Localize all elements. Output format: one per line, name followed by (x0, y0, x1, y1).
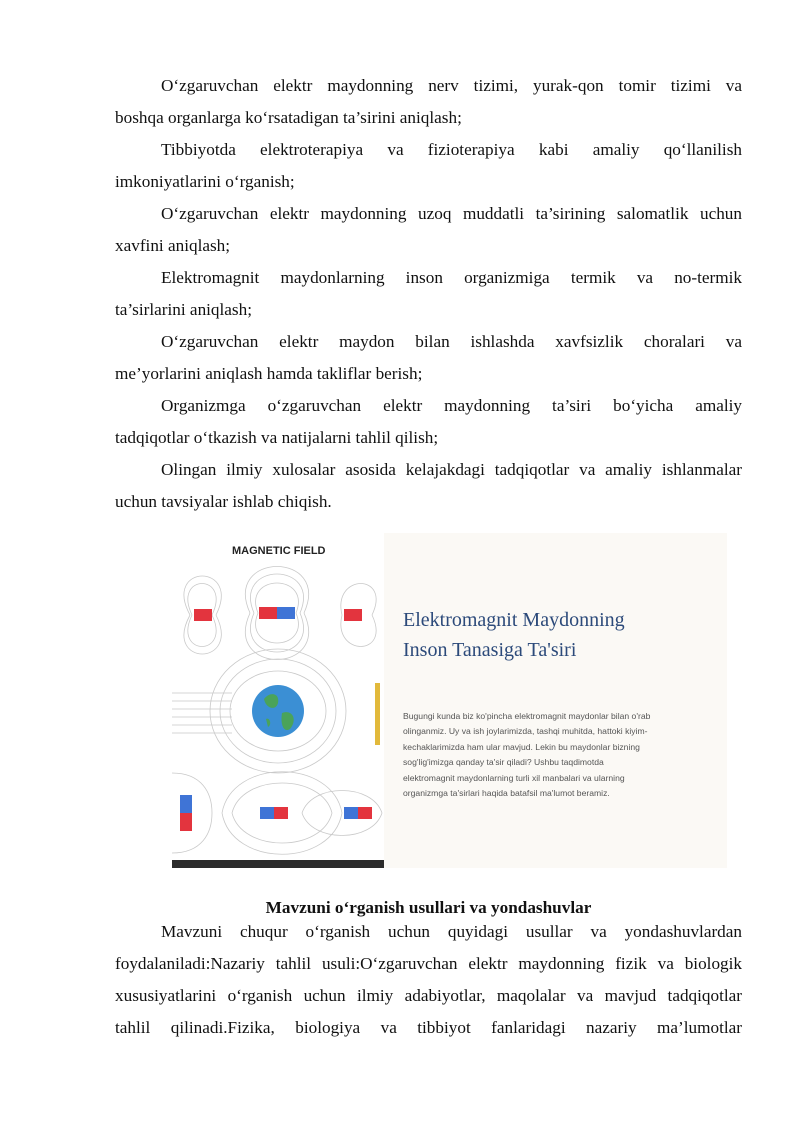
magnet-diagrams-svg (172, 533, 384, 860)
paragraph (115, 916, 742, 1044)
figure-body-line: organizmga ta'sirlari haqida batafsil ma'lumot beramiz. (403, 788, 610, 799)
line: Olingan ilmiy xulosalar asosida kelajakdagi tadqiqotlar va amaliy ishlanmalar (161, 460, 742, 479)
objective-item (115, 134, 742, 198)
line: ta’sirlarini aniqlash; (115, 300, 252, 319)
line: imkoniyatlarini o‘rganish; (115, 172, 295, 191)
figure-body-line: kechaklarimizda ham ular mavjud. Lekin bu maydonlar bizning (403, 741, 640, 752)
line: xususiyatlarini o‘rganish uchun ilmiy adabiyotlar, maqolalar va mavjud tadqiqotlar (115, 986, 742, 1005)
line: me’yorlarini aniqlash hamda takliflar berish; (115, 364, 423, 383)
figure-body-line: Bugungi kunda biz ko'pincha elektromagnit maydonlar bilan o'rab (403, 711, 651, 721)
figure-left-title: MAGNETIC FIELD (232, 545, 326, 557)
figure-bottom-bar (172, 860, 384, 868)
line: tahlil qilinadi.Fizika, biologiya va tibbiyot fanlaridagi nazariy ma’lumotlar (115, 1018, 742, 1037)
figure-body-line: olinganmiz. Uy va ish joylarimizda, tashqi muhitda, hattoki kiyim- (403, 726, 648, 737)
line: Elektromagnit maydonlarning inson organizmiga termik va no-termik (161, 268, 742, 287)
figure-title (403, 605, 703, 665)
figure-title-line: Elektromagnit Maydonning (403, 609, 625, 631)
objective-item (115, 262, 742, 326)
figure-body-line: sog'lig'imizga qanday ta'sir qiladi? Ushbu taqdimotda (403, 757, 604, 768)
magnetic-field-illustration (172, 533, 384, 868)
magnetic-field-figure (172, 533, 727, 868)
objective-item (115, 198, 742, 262)
section-heading: Mavzuni o‘rganish usullari va yondashuvlar (265, 898, 592, 917)
line: foydalaniladi:Nazariy tahlil usuli:O‘zgaruvchan elektr maydonning fizik va biologik (115, 954, 742, 973)
line: O‘zgaruvchan elektr maydonning nerv tizimi, yurak-qon tomir tizimi va (161, 76, 742, 95)
figure-body-text (403, 709, 703, 801)
line: xavfini aniqlash; (115, 236, 231, 255)
line: O‘zgaruvchan elektr maydonning uzoq muddatli ta’sirining salomatlik uchun (161, 204, 742, 223)
line: Organizmga o‘zgaruvchan elektr maydonning ta’siri bo‘yicha amaliy (161, 396, 742, 415)
objective-item (115, 70, 742, 134)
methods-paragraph (115, 916, 742, 1044)
line: tadqiqotlar o‘tkazish va natijalarni tahlil qilish; (115, 428, 439, 447)
line: Mavzuni chuqur o‘rganish uchun quyidagi usullar va yondashuvlardan (161, 922, 742, 941)
earth-globe (252, 685, 304, 737)
figure-body-line: elektromagnit maydonlarning turli xil manbalari va ularning (403, 772, 625, 783)
objective-item (115, 326, 742, 390)
figure-title-line: Inson Tanasiga Ta'siri (403, 639, 577, 661)
objectives-list (115, 70, 742, 518)
line: Tibbiyotda elektroterapiya va fizioterapiya kabi amaliy qo‘llanilish (161, 140, 742, 159)
objective-item (115, 390, 742, 454)
line: uchun tavsiyalar ishlab chiqish. (115, 492, 332, 511)
line: boshqa organlarga ko‘rsatadigan ta’sirini aniqlash; (115, 108, 462, 127)
objective-item (115, 454, 742, 518)
line: O‘zgaruvchan elektr maydon bilan ishlashda xavfsizlik choralari va (161, 332, 742, 351)
